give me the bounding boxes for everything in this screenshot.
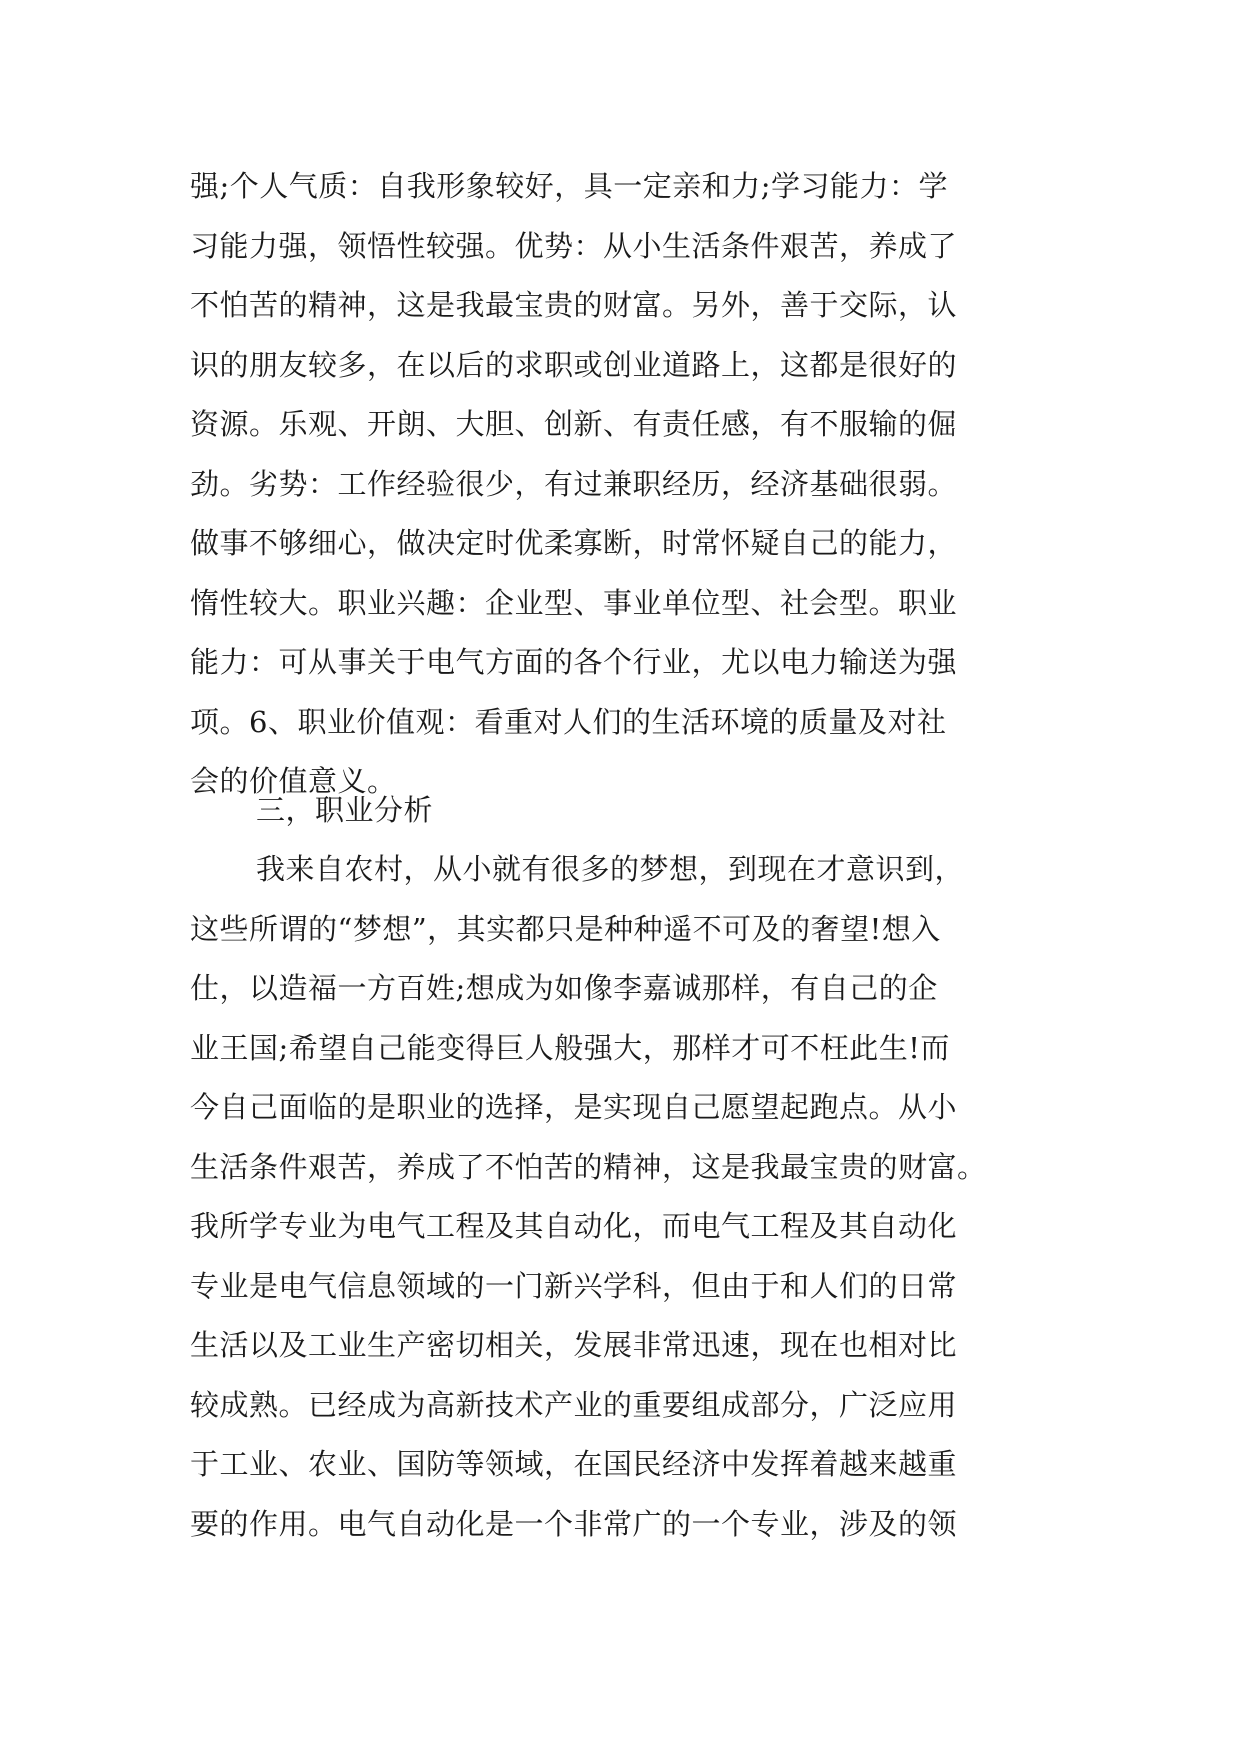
text-line: 惰性较大。职业兴趣：企业型、事业单位型、社会型。职业 [190, 585, 958, 620]
text-line: 识的朋友较多，在以后的求职或创业道路上，这都是很好的 [190, 347, 958, 382]
text-line: 这些所谓的“梦想”，其实都只是种种遥不可及的奢望!想入 [190, 911, 941, 946]
section-heading: 三，职业分析 [256, 793, 434, 827]
text-line: 会的价值意义。 [190, 764, 397, 798]
paragraph-career-analysis [190, 840, 1050, 1554]
text-line: 劲。劣势：工作经验很少，有过兼职经历，经济基础很弱。 [190, 466, 958, 501]
text-line: 今自己面临的是职业的选择，是实现自己愿望起跑点。从小 [190, 1090, 958, 1124]
text-line: 要的作用。电气自动化是一个非常广的一个专业，涉及的领 [190, 1506, 958, 1541]
paragraph-self-assessment [190, 157, 1050, 812]
text-line: 能力：可从事关于电气方面的各个行业，尤以电力输送为强 [190, 645, 958, 679]
section-heading-block [190, 781, 1050, 841]
text-line: 业王国;希望自己能变得巨人般强大，那样才可不枉此生!而 [190, 1030, 950, 1065]
text-line: 仕，以造福一方百姓;想成为如像李嘉诚那样，有自己的企 [190, 971, 938, 1005]
text-line: 生活条件艰苦，养成了不怕苦的精神，这是我最宝贵的财富。 [190, 1149, 987, 1184]
text-line: 不怕苦的精神，这是我最宝贵的财富。另外，善于交际，认 [190, 288, 958, 322]
text-line: 我来自农村，从小就有很多的梦想，到现在才意识到， [256, 852, 965, 886]
text-line: 项。6、职业价值观：看重对人们的生活环境的质量及对社 [190, 704, 947, 739]
text-line: 较成熟。已经成为高新技术产业的重要组成部分，广泛应用 [190, 1387, 958, 1422]
text-line: 习能力强，领悟性较强。优势：从小生活条件艰苦，养成了 [190, 228, 958, 263]
text-line: 资源。乐观、开朗、大胆、创新、有责任感，有不服输的倔 [190, 407, 958, 441]
text-line: 生活以及工业生产密切相关，发展非常迅速，现在也相对比 [190, 1328, 958, 1362]
text-line: 于工业、农业、国防等领域，在国民经济中发挥着越来越重 [190, 1447, 958, 1481]
text-line: 专业是电气信息领域的一门新兴学科，但由于和人们的日常 [190, 1268, 958, 1303]
text-line: 强;个人气质：自我形象较好，具一定亲和力;学习能力：学 [190, 169, 949, 203]
text-line: 我所学专业为电气工程及其自动化，而电气工程及其自动化 [190, 1209, 958, 1243]
text-line: 做事不够细心，做决定时优柔寡断，时常怀疑自己的能力， [190, 526, 958, 560]
